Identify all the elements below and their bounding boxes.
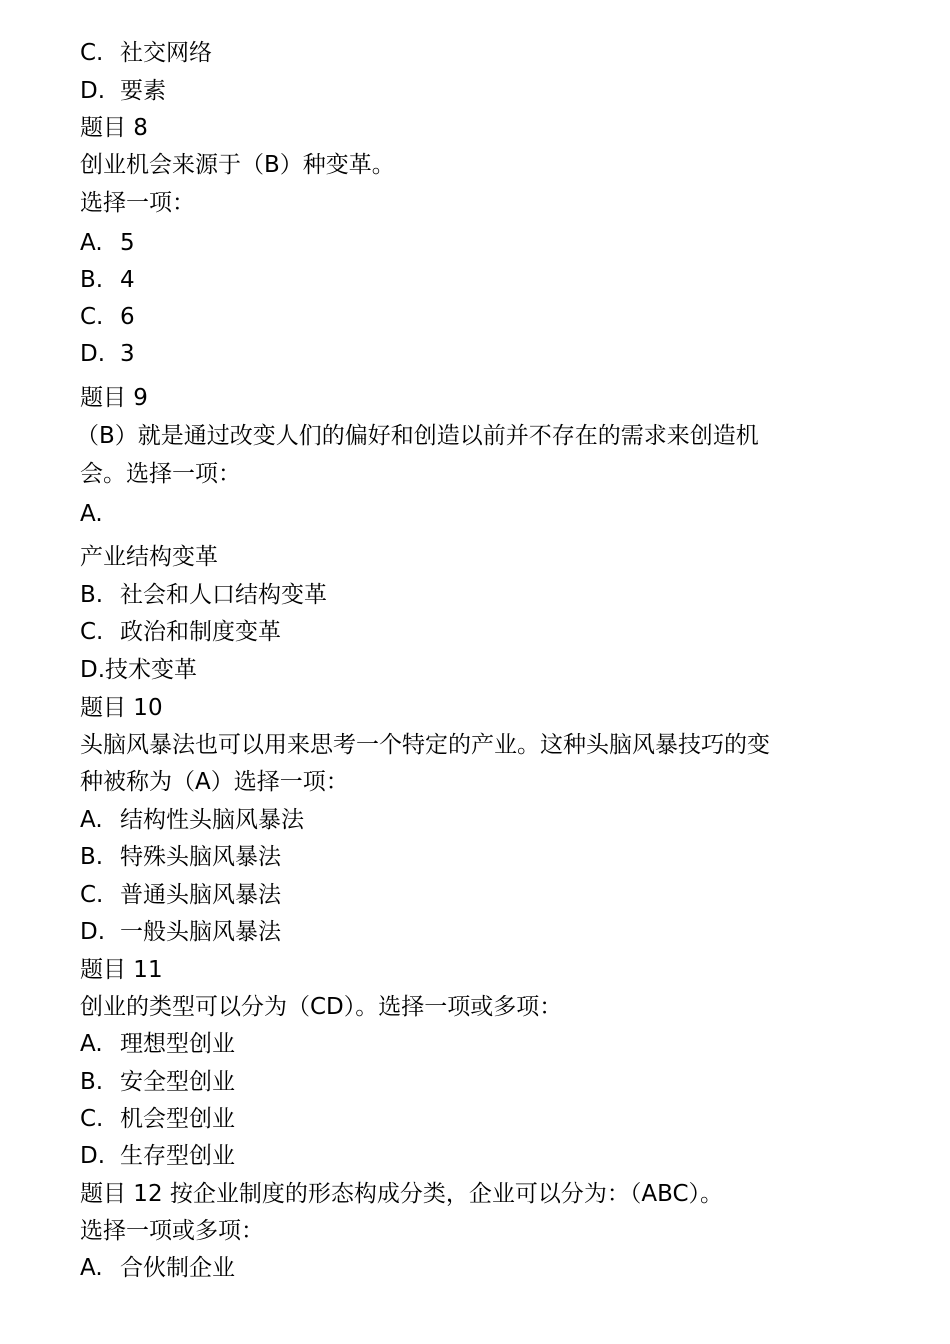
question-heading: 题目 11: [80, 957, 163, 983]
option-line: [80, 228, 135, 258]
option-text: 社交网络: [120, 40, 212, 66]
option-text: 5: [120, 230, 135, 256]
select-instruction: 选择一项：: [80, 190, 195, 216]
option-line: [80, 917, 281, 947]
question-text: 头脑风暴法也可以用来思考一个特定的产业。这种头脑风暴技巧的变: [80, 732, 770, 758]
option-letter: B.: [80, 1069, 104, 1095]
option-letter: C.: [80, 40, 104, 66]
option-text: 社会和人口结构变革: [120, 582, 327, 608]
option-line: [80, 339, 135, 369]
option-text: 政治和制度变革: [120, 619, 281, 645]
select-instruction: 选择一项或多项：: [80, 1218, 264, 1244]
option-letter: C.: [80, 882, 104, 908]
option-letter: B.: [80, 582, 104, 608]
option-letter: A.: [80, 1031, 103, 1057]
option-text: 3: [120, 341, 135, 367]
option-letter: A.: [80, 501, 103, 527]
option-text: 生存型创业: [120, 1143, 235, 1169]
option-text: 产业结构变革: [80, 544, 218, 570]
option-text: 要素: [120, 78, 166, 104]
question-text: （B）就是通过改变人们的偏好和创造以前并不存在的需求来创造机: [76, 423, 759, 449]
document-page: [76, 0, 880, 1344]
option-text: 安全型创业: [120, 1069, 235, 1095]
option-letter: C.: [80, 1106, 104, 1132]
question-text: 创业机会来源于（B）种变革。: [80, 152, 395, 178]
option-line: [80, 265, 135, 295]
question-text: 会。选择一项：: [80, 461, 241, 487]
option-line: [80, 1104, 235, 1134]
option-letter: D.: [80, 341, 106, 367]
option-letter: D.: [80, 919, 106, 945]
option-line: [80, 617, 281, 647]
question-text: 创业的类型可以分为（CD）。选择一项或多项：: [80, 994, 563, 1020]
option-letter: C.: [80, 304, 104, 330]
question-text: 题目 12 按企业制度的形态构成分类，企业可以分为：（ABC）。: [80, 1181, 724, 1207]
option-line: [80, 76, 166, 106]
option-text: 普通头脑风暴法: [120, 882, 281, 908]
option-text: 6: [120, 304, 135, 330]
option-line: [80, 1141, 235, 1171]
option-letter: A.: [80, 1255, 103, 1281]
option-text: 一般头脑风暴法: [120, 919, 281, 945]
option-line: [80, 842, 281, 872]
option-text: 理想型创业: [120, 1031, 235, 1057]
option-letter: D.: [80, 1143, 106, 1169]
option-letter: C.: [80, 619, 104, 645]
option-line: [80, 302, 135, 332]
option-text: 机会型创业: [120, 1106, 235, 1132]
option-letter: B.: [80, 267, 104, 293]
question-heading: 题目 9: [80, 385, 148, 411]
option-text: 特殊头脑风暴法: [120, 844, 281, 870]
option-line: [80, 1253, 235, 1283]
option-text: 4: [120, 267, 135, 293]
option-line: [80, 805, 304, 835]
option-letter: D.: [80, 78, 106, 104]
option-line: [80, 1067, 235, 1097]
option-letter: A.: [80, 807, 103, 833]
question-heading: 题目 10: [80, 695, 163, 721]
question-heading: 题目 8: [80, 115, 148, 141]
option-text: 结构性头脑风暴法: [120, 807, 304, 833]
question-text: 种被称为（A）选择一项：: [80, 769, 349, 795]
option-line: [80, 38, 212, 68]
option-line: [80, 1029, 235, 1059]
option-letter: A.: [80, 230, 103, 256]
option-line: [80, 880, 281, 910]
option-line: [80, 580, 327, 610]
option-text: 合伙制企业: [120, 1255, 235, 1281]
option-line: D.技术变革: [80, 657, 198, 683]
option-letter: B.: [80, 844, 104, 870]
